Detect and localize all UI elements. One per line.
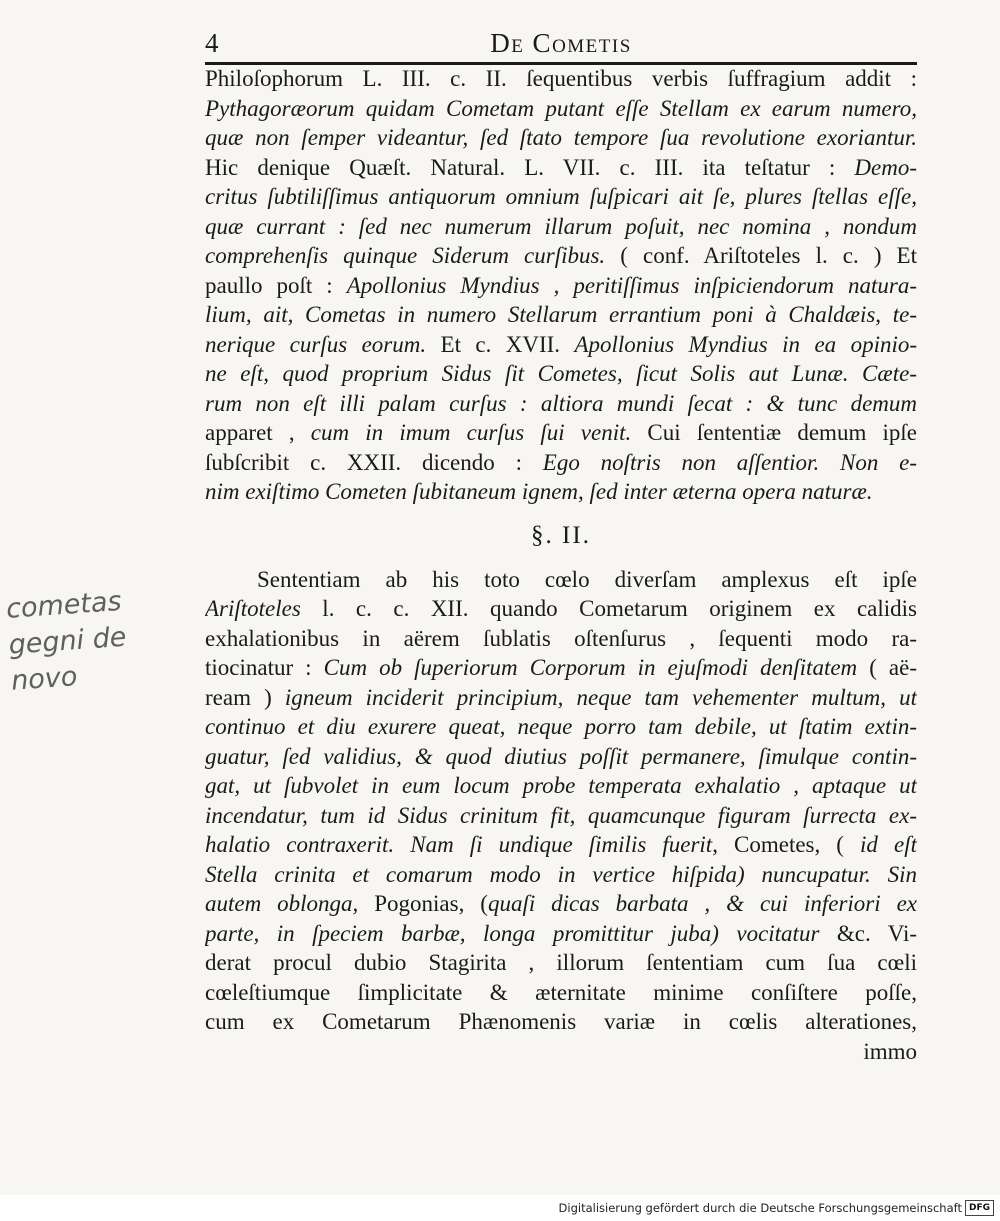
text-line: ſubſcribit c. XXII. dicendo : Ego noſtris non aſſentior. Non e- xyxy=(205,449,917,475)
text-line: cum ex Cometarum Phænomenis variæ in cœlis alterationes, xyxy=(205,1009,917,1034)
text-line: tiocinatur : Cum ob ſuperiorum Corporum in ejuſmodi denſitatem ( aë- xyxy=(205,655,917,680)
text-line: cœleſtiumque ſimplicitate & æternitate minime conſiſtere poſſe, xyxy=(205,979,917,1005)
text-line: exhalationibus in aërem ſublatis oſtenſurus , ſequenti modo ra- xyxy=(205,625,917,651)
dfg-logo-icon: DFG xyxy=(965,1200,994,1216)
text-line: ne eſt, quod proprium Sidus ſit Cometes, ſicut Solis aut Lunæ. Cæte- xyxy=(205,361,917,386)
text-line: Philoſophorum L. III. c. II. ſequentibus verbis ſuffragium addit : xyxy=(205,66,917,91)
text-line: derat procul dubio Stagirita , illorum ſententiam cum ſua cœli xyxy=(205,950,917,975)
text-line: continuo et diu exurere queat, neque porro tam debile, ut ſtatim extin- xyxy=(205,714,917,739)
text-line: ream ) igneum inciderit principium, neque tam vehementer multum, ut xyxy=(205,684,917,710)
text-line: incendatur, tum id Sidus crinitum fit, quamcunque figuram ſurrecta ex- xyxy=(205,802,917,828)
text-line: lium, ait, Cometas in numero Stellarum errantium poni à Chaldæis, te- xyxy=(205,302,917,327)
text-line: comprehenſis quinque Siderum curſibus. ( conf. Ariſtoteles l. c. ) Et xyxy=(205,243,917,268)
text-line: paullo poſt : Apollonius Myndius , peritiſſimus inſpiciendorum natura- xyxy=(205,272,917,298)
body-text xyxy=(205,64,917,1066)
text-line: Hic denique Quæſt. Natural. L. VII. c. III. ita teſtatur : Demo- xyxy=(205,154,917,180)
text-line: gat, ut ſubvolet in eum locum probe temperata exhalatio , aptaque ut xyxy=(205,773,917,798)
funding-credit: Digitalisierung gefördert durch die Deutsche Forschungsgemeinschaft xyxy=(558,1201,962,1215)
page-number: 4 xyxy=(205,28,219,58)
section-heading: §. II. xyxy=(531,521,591,549)
page-header xyxy=(205,22,917,62)
text-line: Pythagoræorum quidam Cometam putant eſſe Stellam ex earum numero, xyxy=(205,95,917,121)
text-line: Stella crinita et comarum modo in vertice hiſpida) nuncupatur. Sin xyxy=(205,861,917,887)
text-line: Ariſtoteles l. c. c. XII. quando Cometarum originem ex calidis xyxy=(205,596,917,621)
catchword: immo xyxy=(863,1038,917,1064)
text-line: rum non eſt illi palam curſus : altiora mundi ſecat : & tunc demum xyxy=(205,390,917,416)
text-line: quæ non ſemper videantur, ſed ſtato tempore ſua revolutione exoriantur. xyxy=(205,125,917,150)
handwritten-margin-note: cometas gegni de novo xyxy=(5,585,128,697)
text-line: halatio contraxerit. Nam ſi undique ſimilis fuerit, Cometes, ( id eſt xyxy=(205,832,917,857)
text-line: quæ currant : ſed nec numerum illarum poſuit, nec nomina , nondum xyxy=(205,213,917,239)
text-line: autem oblonga, Pogonias, (quaſi dicas barbata , & cui inferiori ex xyxy=(205,891,917,916)
text-line: critus ſubtiliſſimus antiquorum omnium ſuſpicari ait ſe, plures ſtellas eſſe, xyxy=(205,184,917,209)
text-line: nerique curſus eorum. Et c. XVII. Apollonius Myndius in ea opinio- xyxy=(205,331,917,357)
text-line: guatur, ſed validius, & quod diutius poſſit permanere, ſimulque contin- xyxy=(205,743,917,769)
text-line: apparet , cum in imum curſus ſui venit. Cui ſententiæ demum ipſe xyxy=(205,420,917,445)
text-line: Sententiam ab his toto cœlo diverſam amplexus eſt ipſe xyxy=(257,566,917,592)
text-line: parte, in ſpeciem barbæ, longa promittitur juba) vocitatur &c. Vi- xyxy=(205,920,917,946)
running-head: De Cometis xyxy=(490,28,632,58)
text-line: nim exiſtimo Cometen ſubitaneum ignem, ſed inter æterna opera naturæ. xyxy=(205,479,873,504)
digitization-footer xyxy=(0,1195,1000,1221)
